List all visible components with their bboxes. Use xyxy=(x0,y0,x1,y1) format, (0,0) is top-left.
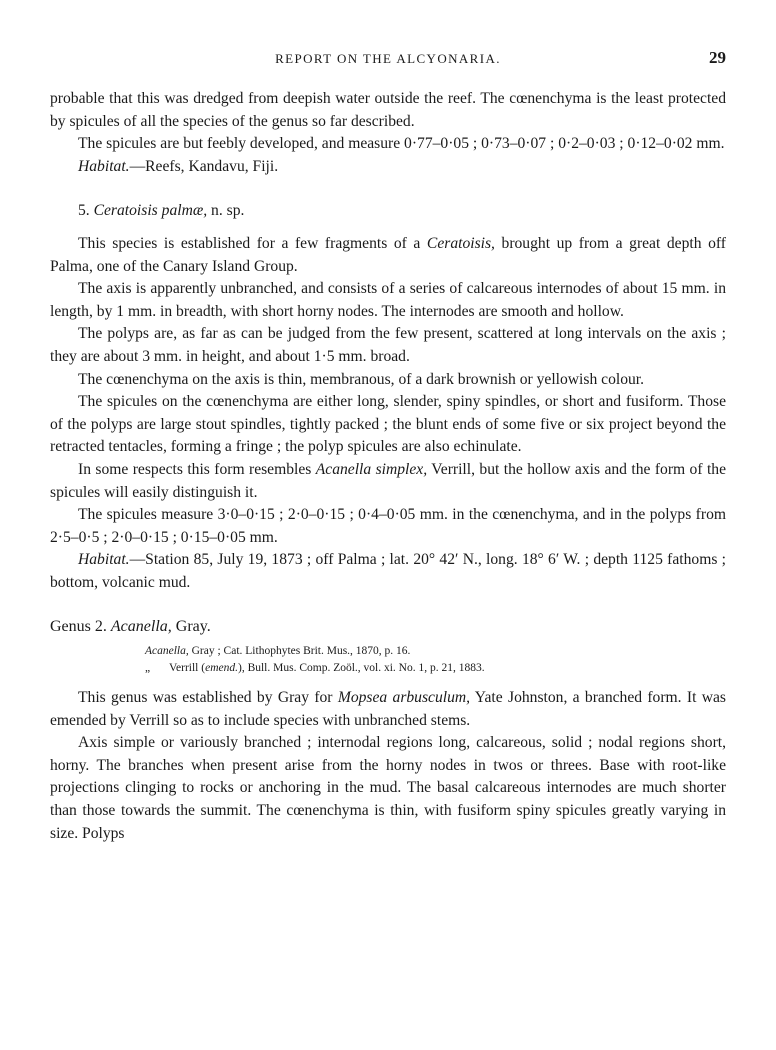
spacer xyxy=(50,223,726,233)
paragraph-intro: probable that this was dredged from deepish water outside the reef. The cœnenchyma is the least protected by spicules of all the species of the genus so far described. xyxy=(50,90,726,130)
running-title: REPORT ON THE ALCYONARIA. xyxy=(275,51,501,66)
paragraph-spicules-2: The spicules on the cœnenchyma are either long, slender, spiny spindles, or short and fusiform. Those of the polyps are large stout spindles, tightly packed ; the blunt ends of some five or six project beyond the retracted tentacles, forming a fringe ; the polyp spicules are also echinulate. xyxy=(50,393,726,456)
habitat-label: Habitat. xyxy=(78,157,130,175)
species-name: Acanella simplex, xyxy=(315,460,428,478)
ref-author: Verrill ( xyxy=(169,662,206,675)
page-number: 29 xyxy=(709,48,726,67)
species-number: 5. xyxy=(78,202,90,220)
paragraph-habitat-1 xyxy=(50,156,726,179)
habitat-text: —Reefs, Kandavu, Fiji. xyxy=(129,157,279,175)
species-name: Mopsea arbusculum, xyxy=(337,689,471,707)
species-epithet: palmæ, xyxy=(161,202,208,220)
genus-prefix: Genus 2. xyxy=(50,618,111,636)
genus-heading xyxy=(50,616,726,639)
paragraph-coenenchyma: The cœnenchyma on the axis is thin, membranous, of a dark brownish or yellowish colour. xyxy=(78,370,645,388)
paragraph-polyps: The polyps are, as far as can be judged from the few present, scattered at long intervals on the axis ; they are about 3 mm. in height, and about 1·5 mm. broad. xyxy=(50,325,726,365)
ref-text: Gray ; Cat. Lithophytes Brit. Mus., 1870, p. 16. xyxy=(188,645,411,658)
genus-author: Gray. xyxy=(171,618,211,636)
genus-name: Ceratoisis, xyxy=(426,234,495,252)
references xyxy=(50,643,726,677)
genus-name: Acanella, xyxy=(110,618,172,636)
reference-2 xyxy=(145,660,726,677)
running-head xyxy=(0,48,776,70)
paragraph-axis-simple: Axis simple or variously branched ; internodal regions long, calcareous, solid ; nodal regions short, horny. The branches when present arise from the horny nodes in twos or threes. Base with root-like projections clinging to rocks or anchoring in the mud. The basal calcareous internodes are much shorter than those towards the summit. The cœnenchyma is thin, with fusiform spiny spicules greatly varying in size. Polyps xyxy=(50,734,726,842)
paragraph-measure: The spicules measure 3·0–0·15 ; 2·0–0·15 ; 0·4–0·05 mm. in the cœnenchyma, and in the polyps from 2·5–0·5 ; 2·0–0·15 ; 0·15–0·05 mm. xyxy=(50,506,726,546)
text-run: Yate Johnston, a branched form. It was emended by Verrill so as to include species with unbranched stems. xyxy=(50,689,726,729)
species-suffix: n. sp. xyxy=(207,202,245,220)
spacer xyxy=(50,677,726,687)
paragraph-respects xyxy=(50,459,726,504)
text-run: In some respects this form resembles xyxy=(78,460,316,478)
spacer xyxy=(50,178,726,200)
text-run: This genus was established by Gray for xyxy=(78,689,338,707)
paragraph-genus-established xyxy=(50,687,726,732)
text-run: Verrill, but the hollow axis and the form of the spicules will easily distinguish it. xyxy=(50,460,726,501)
body-text xyxy=(50,88,726,845)
text-run: brought up from a great depth off Palma, one of the Canary Island Group. xyxy=(50,234,727,275)
ref-emend: emend. xyxy=(205,662,238,675)
ref-text: ), Bull. Mus. Comp. Zoöl., vol. xi. No. 1, p. 21, 1883. xyxy=(237,662,485,675)
spacer xyxy=(50,594,726,616)
paragraph-established xyxy=(50,233,726,278)
ref-genus: Acanella, xyxy=(145,645,189,658)
ditto-mark: „ xyxy=(145,662,151,675)
paragraph-axis: The axis is apparently unbranched, and consists of a series of calcareous internodes of about 15 mm. in length, by 1 mm. in breadth, with short horny nodes. The internodes are smooth and hollow. xyxy=(50,280,726,320)
species-heading xyxy=(50,200,726,223)
species-genus: Ceratoisis xyxy=(93,202,158,220)
paragraph-habitat-2 xyxy=(50,549,726,594)
habitat-text: —Station 85, July 19, 1873 ; off Palma ; lat. 20° 42′ N., long. 18° 6′ W. ; depth 1125 fathoms ; bottom, volcanic mud. xyxy=(50,551,726,591)
habitat-label: Habitat. xyxy=(78,551,130,569)
text-run: This species is established for a few fragments of a xyxy=(78,234,427,252)
reference-1 xyxy=(145,643,726,660)
paragraph-spicules-measure-1: The spicules are but feebly developed, and measure 0·77–0·05 ; 0·73–0·07 ; 0·2–0·03 ; 0·12–0·02 mm. xyxy=(78,135,725,153)
